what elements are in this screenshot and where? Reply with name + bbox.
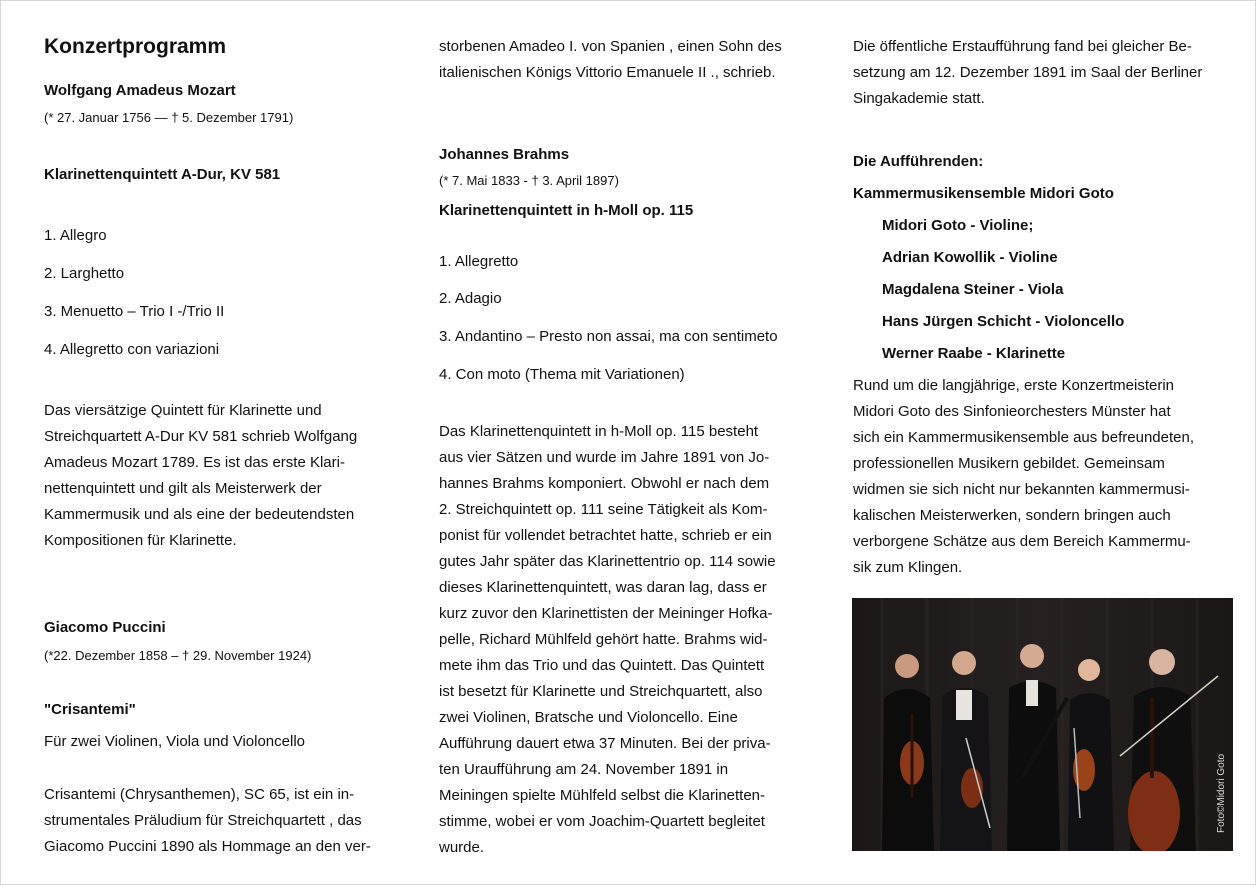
text-line: sich ein Kammermusikensemble aus befreundeten, xyxy=(853,429,1195,446)
member-item: Midori Goto - Violine; xyxy=(882,217,1034,234)
text-line: Die öffentliche Erstaufführung fand bei gleicher Be- xyxy=(853,38,1192,55)
text-line: Aufführung dauert etwa 37 Minuten. Bei der priva- xyxy=(439,735,771,752)
movement-item: 1. Allegretto xyxy=(439,253,519,270)
text-line: stimme, wobei er vom Joachim-Quartett begleitet xyxy=(439,813,765,830)
text-line: gutes Jahr später das Klarinettentrio op. 114 sowie xyxy=(439,553,776,570)
member-item: Hans Jürgen Schicht - Violoncello xyxy=(882,313,1125,330)
ensemble-photo-illustration xyxy=(852,598,1233,851)
text-line: setzung am 12. Dezember 1891 im Saal der Berliner xyxy=(853,64,1203,81)
text-line: Midori Goto des Sinfonieorchesters Münster hat xyxy=(853,403,1171,420)
ensemble-photo xyxy=(852,598,1233,851)
work-title-mozart: Klarinettenquintett A-Dur, KV 581 xyxy=(44,166,281,183)
text-line: Crisantemi (Chrysanthemen), SC 65, ist ein in- xyxy=(44,786,355,803)
movement-item: 1. Allegro xyxy=(44,227,107,244)
composer-name-brahms: Johannes Brahms xyxy=(439,146,570,163)
movement-item: 2. Larghetto xyxy=(44,265,125,282)
composer-dates-mozart: (* 27. Januar 1756 — † 5. Dezember 1791) xyxy=(44,110,294,125)
page-title: Konzertprogramm xyxy=(44,35,227,58)
text-line: strumentales Präludium für Streichquartett , das xyxy=(44,812,362,829)
ensemble-name: Kammermusikensemble Midori Goto xyxy=(853,185,1114,202)
text-line: Singakademie statt. xyxy=(853,90,985,107)
text-line: 2. Streichquintett op. 111 seine Tätigkeit als Kom- xyxy=(439,501,768,518)
member-item: Magdalena Steiner - Viola xyxy=(882,281,1064,298)
performers-heading: Die Aufführenden: xyxy=(853,153,984,170)
text-line: Kompositionen für Klarinette. xyxy=(44,532,237,549)
composer-dates-puccini: (*22. Dezember 1858 – † 29. November 1924) xyxy=(44,648,312,663)
text-line: nettenquintett und gilt als Meisterwerk der xyxy=(44,480,322,497)
text-line: ten Uraufführung am 24. November 1891 in xyxy=(439,761,729,778)
text-line: aus vier Sätzen und wurde im Jahre 1891 von Jo- xyxy=(439,449,770,466)
puccini-description xyxy=(44,782,371,860)
text-line: italienischen Königs Vittorio Emanuele II ., schrieb. xyxy=(439,64,776,81)
text-line: ist besetzt für Klarinette und Streichquartett, also xyxy=(439,683,763,700)
text-line: Meiningen spielte Mühlfeld selbst die Klarinetten- xyxy=(439,787,766,804)
text-line: Giacomo Puccini 1890 als Hommage an den ver- xyxy=(44,838,371,855)
movement-item: 3. Andantino – Presto non assai, ma con sentimeto xyxy=(439,328,778,345)
text-line: pelle, Richard Mühlfeld gehört hatte. Brahms wid- xyxy=(439,631,768,648)
text-line: Kammermusik und als eine der bedeutendsten xyxy=(44,506,355,523)
text-line: hannes Brahms komponiert. Obwohl er nach dem xyxy=(439,475,770,492)
movement-item: 4. Con moto (Thema mit Variationen) xyxy=(439,366,685,383)
premiere-text xyxy=(853,34,1202,112)
composer-name-mozart: Wolfgang Amadeus Mozart xyxy=(44,82,236,99)
text-line: ponist für vollendet betrachtet hatte, schrieb er ein xyxy=(439,527,772,544)
movement-item: 3. Menuetto – Trio I -/Trio II xyxy=(44,303,225,320)
text-line: Das Klarinettenquintett in h-Moll op. 115 besteht xyxy=(439,423,759,440)
text-line: Amadeus Mozart 1789. Es ist das erste Klari- xyxy=(44,454,345,471)
ensemble-description xyxy=(853,373,1194,581)
photo-credit: Foto©Midori Goto xyxy=(1216,753,1227,833)
text-line: dieses Klarinettenquintett, was daran lag, dass er xyxy=(439,579,767,596)
movement-item: 2. Adagio xyxy=(439,290,502,307)
puccini-description-continued xyxy=(439,34,782,86)
composer-dates-brahms: (* 7. Mai 1833 - † 3. April 1897) xyxy=(439,173,619,188)
text-line: mete ihm das Trio und das Quintett. Das Quintett xyxy=(439,657,765,674)
text-line: widmen sie sich nicht nur bekannten kammermusi- xyxy=(853,481,1190,498)
member-item: Werner Raabe - Klarinette xyxy=(882,345,1066,362)
text-line: Rund um die langjährige, erste Konzertmeisterin xyxy=(853,377,1174,394)
text-line: zwei Violinen, Bratsche und Violoncello. Eine xyxy=(439,709,738,726)
work-title-puccini: "Crisantemi" xyxy=(44,701,136,718)
mozart-description xyxy=(44,398,357,554)
movement-item: 4. Allegretto con variazioni xyxy=(44,341,220,358)
text-line: wurde. xyxy=(439,839,485,856)
member-item: Adrian Kowollik - Violine xyxy=(882,249,1058,266)
text-line: kalischen Meisterwerken, sondern bringen auch xyxy=(853,507,1171,524)
text-line: sik zum Klingen. xyxy=(853,559,963,576)
brahms-description xyxy=(439,419,776,861)
text-line: Das viersätzige Quintett für Klarinette und xyxy=(44,402,322,419)
text-line: Streichquartett A-Dur KV 581 schrieb Wolfgang xyxy=(44,428,358,445)
text-line: verborgene Schätze aus dem Bereich Kammermu- xyxy=(853,533,1191,550)
work-title-brahms: Klarinettenquintett in h-Moll op. 115 xyxy=(439,202,694,219)
composer-name-puccini: Giacomo Puccini xyxy=(44,619,166,636)
text-line: professionellen Musikern gebildet. Gemeinsam xyxy=(853,455,1165,472)
instrumentation-puccini: Für zwei Violinen, Viola und Violoncello xyxy=(44,733,305,750)
text-line: kurz zuvor den Klarinettisten der Meininger Hofka- xyxy=(439,605,773,622)
text-line: storbenen Amadeo I. von Spanien , einen Sohn des xyxy=(439,38,782,55)
